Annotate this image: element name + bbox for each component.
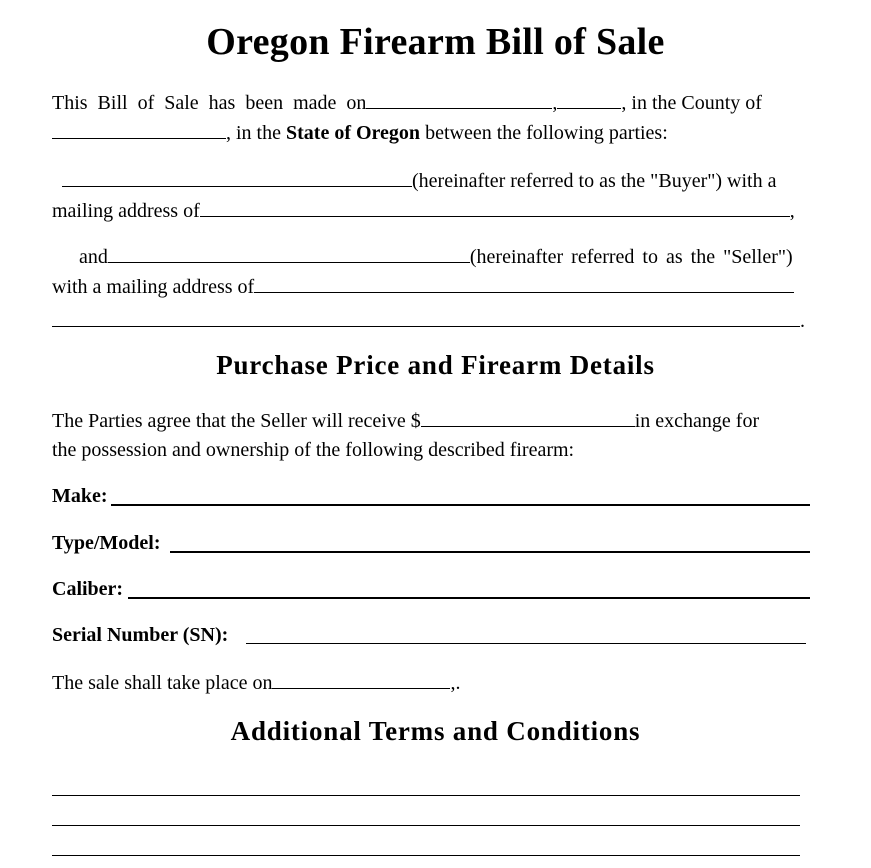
- caliber-label: Caliber:: [52, 578, 124, 600]
- intro-line-1: [52, 90, 762, 115]
- purchase-line-1: [52, 408, 759, 433]
- buyer-line-2: [52, 198, 795, 223]
- intro-line-2: [52, 120, 668, 145]
- seller-line-3: [52, 308, 805, 333]
- seller-and-text: and: [79, 246, 108, 268]
- make-field[interactable]: [111, 504, 810, 506]
- buyer-address-blank[interactable]: [200, 198, 790, 217]
- buyer-line-1: [62, 168, 776, 193]
- document-title: Oregon Firearm Bill of Sale: [206, 21, 665, 63]
- sale-date-end: ,.: [450, 672, 461, 694]
- model-field[interactable]: [170, 551, 810, 553]
- buyer-end-comma: ,: [789, 200, 795, 222]
- purchase-exchange-text: in exchange for: [634, 410, 760, 432]
- intro-between-text: between the following parties:: [425, 122, 668, 144]
- serial-field[interactable]: [246, 643, 806, 644]
- seller-referred-text: (hereinafter referred to as the "Seller"): [469, 246, 793, 268]
- seller-address-blank-2[interactable]: [52, 308, 800, 327]
- model-label: Type/Model:: [52, 532, 161, 554]
- seller-line-2: [52, 274, 794, 299]
- state-name: State of Oregon: [286, 122, 421, 144]
- county-blank[interactable]: [52, 120, 226, 139]
- sale-date-blank[interactable]: [272, 670, 450, 689]
- terms-line[interactable]: [52, 855, 800, 856]
- seller-mailing-label: with a mailing address of: [52, 276, 255, 298]
- seller-end-period: .: [800, 310, 805, 332]
- make-label: Make:: [52, 485, 108, 507]
- purchase-line-2: the possession and ownership of the following described firearm:: [52, 439, 575, 461]
- intro-comma: ,: [552, 92, 558, 114]
- terms-line[interactable]: [52, 825, 800, 826]
- year-blank[interactable]: [557, 90, 621, 109]
- terms-heading: Additional Terms and Conditions: [230, 716, 641, 746]
- buyer-name-blank[interactable]: [62, 168, 412, 187]
- sale-date-text: The sale shall take place on: [52, 672, 273, 694]
- buyer-mailing-label: mailing address of: [52, 200, 200, 222]
- seller-address-blank[interactable]: [254, 274, 794, 293]
- seller-line-1: [79, 244, 793, 269]
- intro-in-the: , in the: [226, 122, 281, 144]
- purchase-text: The Parties agree that the Seller will receive $: [52, 410, 421, 432]
- intro-text-made-on: This Bill of Sale has been made on: [52, 92, 367, 114]
- seller-name-blank[interactable]: [108, 244, 470, 263]
- caliber-field[interactable]: [128, 597, 810, 599]
- price-blank[interactable]: [421, 408, 635, 427]
- date-blank[interactable]: [366, 90, 552, 109]
- serial-label: Serial Number (SN):: [52, 624, 229, 646]
- purchase-heading: Purchase Price and Firearm Details: [216, 350, 655, 380]
- sale-date-line: [52, 670, 460, 695]
- buyer-referred-text: (hereinafter referred to as the "Buyer") with a: [412, 170, 777, 192]
- intro-county-text: , in the County of: [621, 92, 762, 114]
- terms-line[interactable]: [52, 795, 800, 796]
